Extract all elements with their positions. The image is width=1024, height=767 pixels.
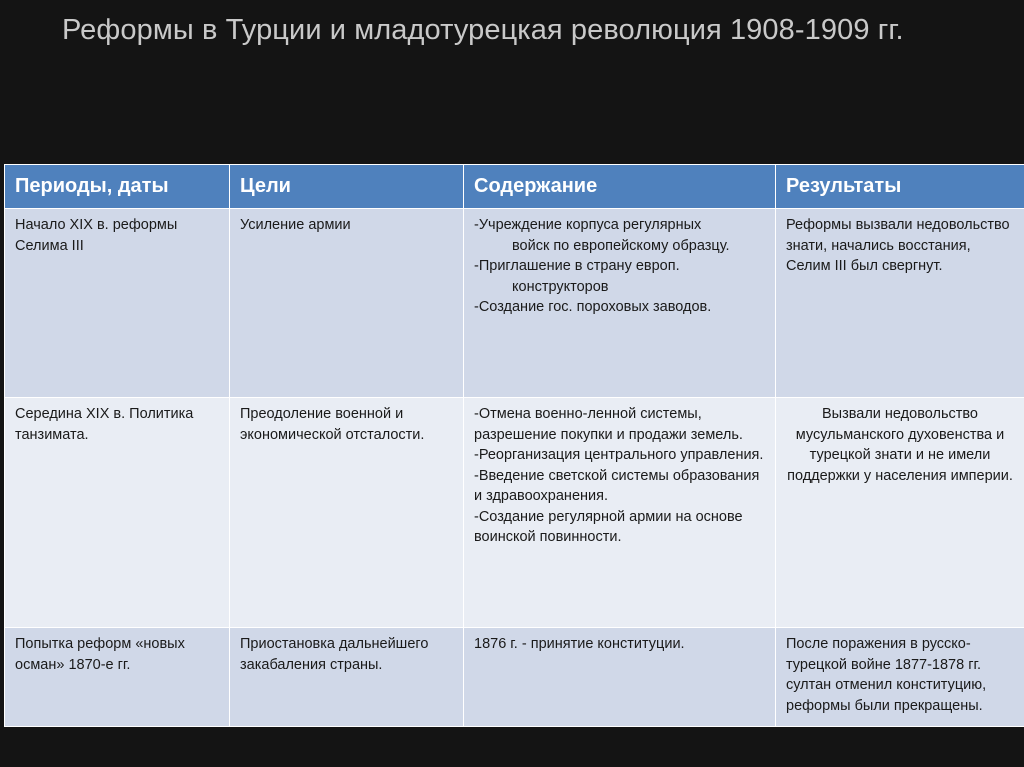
content-line: 1876 г. - принятие конституции. [474, 636, 685, 652]
cell-period: Середина XIX в. Политика танзимата. [5, 398, 230, 628]
content-line: -Создание регулярной армии на основе воинской повинности. [474, 508, 743, 545]
table-header-row [5, 165, 1024, 209]
cell-result: После поражения в русско-турецкой войне 1877-1878 гг. султан отменил конституцию, реформы были прекращены. [776, 628, 1024, 727]
slide-title: Реформы в Турции и младотурецкая революция 1908-1909 гг. [62, 14, 904, 46]
cell-period: Попытка реформ «новых осман» 1870-е гг. [5, 628, 230, 727]
content-line: -Учреждение корпуса регулярных [474, 217, 702, 233]
table-row [5, 628, 1024, 727]
reforms-table [4, 164, 1024, 727]
cell-result: Вызвали недовольство мусульманского духовенства и турецкой знати и не имели поддержки у населения империи. [776, 398, 1024, 628]
cell-result: Реформы вызвали недовольство знати, начались восстания, Селим III был свергнут. [776, 209, 1024, 398]
header-content: Содержание [464, 165, 776, 209]
header-results: Результаты [776, 165, 1024, 209]
table-row [5, 398, 1024, 628]
table-row [5, 209, 1024, 398]
content-line: -Введение светской системы образования и здравоохранения. [474, 467, 760, 504]
content-line: -Создание гос. пороховых заводов. [474, 299, 712, 315]
header-periods: Периоды, даты [5, 165, 230, 209]
cell-goal: Приостановка дальнейшего закабаления страны. [230, 628, 464, 727]
cell-content [464, 209, 776, 398]
cell-content [464, 398, 776, 628]
header-goals: Цели [230, 165, 464, 209]
cell-goal: Усиление армии [230, 209, 464, 398]
cell-goal: Преодоление военной и экономической отсталости. [230, 398, 464, 628]
content-line: -Реорганизация центрального управления. [474, 447, 764, 463]
content-line: -Отмена военно-ленной системы, разрешение покупки и продажи земель. [474, 406, 743, 443]
content-line: войск по европейскому образцу. [512, 237, 730, 254]
cell-content [464, 628, 776, 727]
content-line: конструкторов [512, 278, 609, 295]
content-line: -Приглашение в страну европ. [474, 258, 680, 274]
cell-period: Начало XIX в. реформы Селима III [5, 209, 230, 398]
